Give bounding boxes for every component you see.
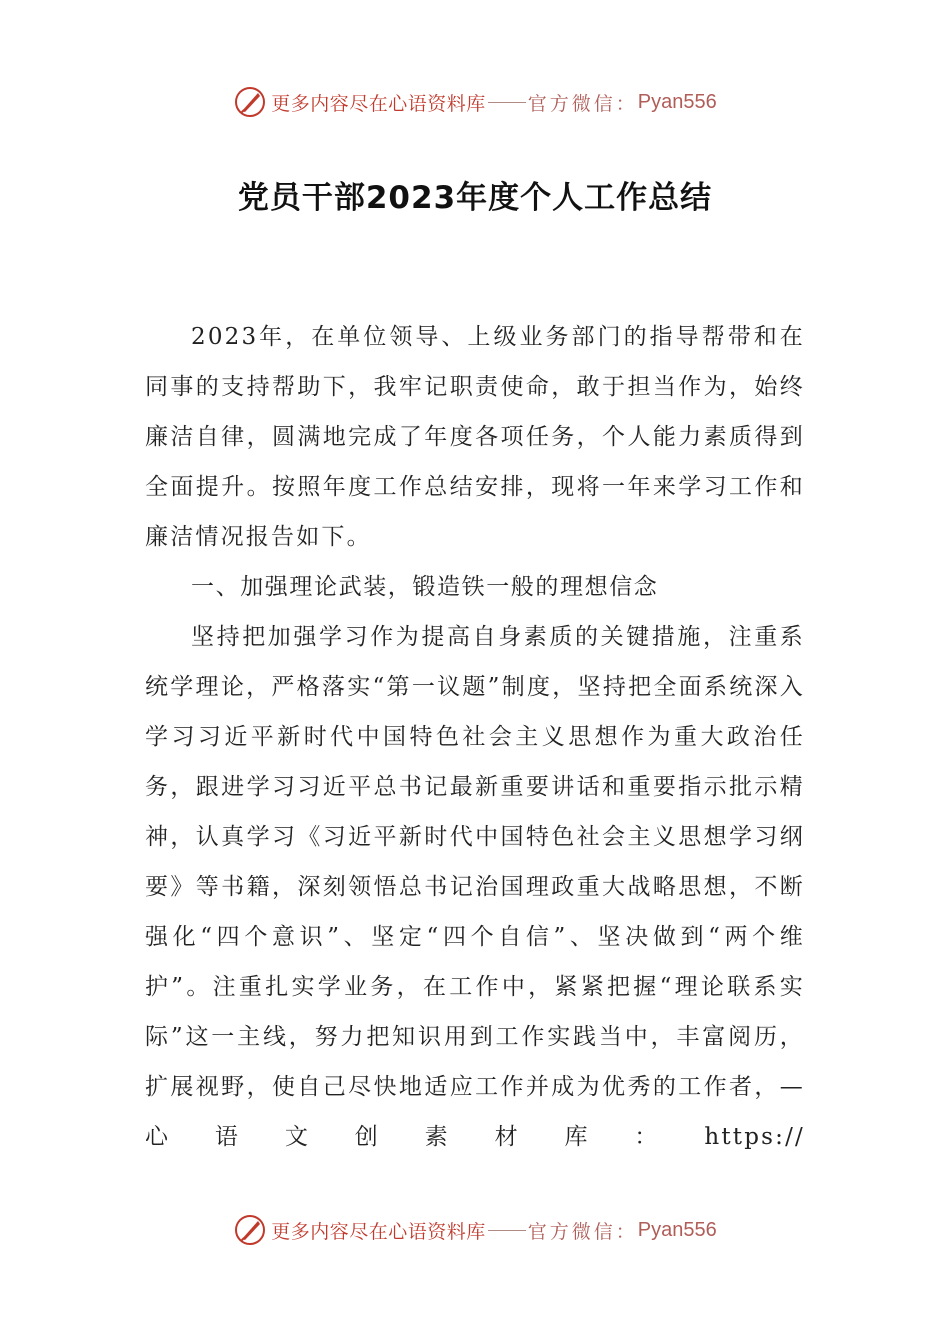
footer-wechat-id: Pyan556	[637, 1218, 717, 1241]
footer-watermark-banner	[0, 1210, 950, 1250]
paragraph-intro: 2023年，在单位领导、上级业务部门的指导帮带和在同事的支持帮助下，我牢记职责使命，敢于担当作为，始终廉洁自律，圆满地完成了年度各项任务，个人能力素质得到全面提升。按照年度工作总结安排，现将一年来学习工作和廉洁情况报告如下。	[145, 324, 805, 550]
header-brand-text: 更多内容尽在心语资料库	[271, 92, 486, 115]
header-wechat-id: Pyan556	[637, 90, 717, 113]
footer-brand-text: 更多内容尽在心语资料库	[271, 1220, 486, 1243]
section-heading-1: 一、加强理论武装，锻造铁一般的理想信念	[191, 574, 659, 600]
paragraph-section-1: 坚持把加强学习作为提高自身素质的关键措施，注重系统学理论，严格落实“第一议题”制度，坚持把全面系统深入学习习近平新时代中国特色社会主义思想作为重大政治任务，跟进学习习近平总书记最新重要讲话和重要指示批示精神，认真学习《习近平新时代中国特色社会主义思想学习纲要》等书籍，深刻领悟总书记治国理政重大战略思想，不断强化“四个意识”、坚定“四个自信”、坚决做到“两个维护”。注重扎实学业务，在工作中，紧紧把握“理论联系实际”这一主线，努力把知识用到工作实践当中，丰富阅历，扩展视野，使自己尽快地适应工作并成为优秀的工作者，—心语文创素材库：https://	[145, 624, 805, 1150]
footer-wechat-label: 官方微信：	[527, 1220, 638, 1243]
header-dash-divider	[488, 102, 526, 103]
header-watermark-banner	[0, 82, 950, 122]
document-body	[145, 312, 805, 1162]
header-wechat-label: 官方微信：	[527, 92, 638, 115]
document-title: 党员干部2023年度个人工作总结	[237, 180, 713, 216]
footer-dash-divider	[488, 1230, 526, 1231]
quill-logo-icon	[233, 1213, 267, 1247]
quill-logo-icon	[233, 85, 267, 119]
